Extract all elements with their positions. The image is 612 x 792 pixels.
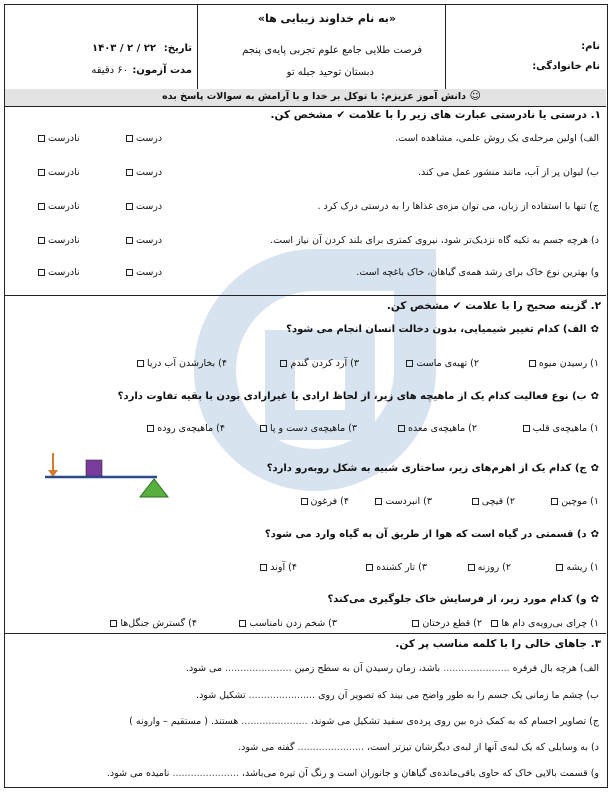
item-start: و) قسمت بالایی خاک که حاوی باقی‌مانده‌ی گیاهان و جانوران است و رنگ آن تیره می‌باشد، [241,768,599,779]
checkbox[interactable] [239,620,246,627]
answer-option[interactable] [277,358,359,370]
false-label: نادرست [48,201,80,212]
statement-text: الف) اولین مرحله‌ی یک روش علمی، مشاهده است. [395,133,599,144]
student-info-cell [445,5,606,89]
blank-line[interactable]: ...................... [440,663,513,674]
answer-option[interactable] [257,423,357,435]
flower-icon: ✿ [590,463,599,474]
option-label: ۴) بخارشدن آب دریا [147,358,227,369]
answer-option[interactable] [144,423,225,435]
question-text: الف) کدام تغییر شیمیایی، بدون دخالت انسان انجام می شود؟ [286,324,587,335]
item-middle: گفته می شود. [238,742,295,753]
checkbox[interactable] [38,237,45,244]
false-option[interactable] [35,167,80,179]
fill-blank-item [107,768,599,780]
fill-blank-item [129,716,599,728]
blank-line[interactable]: ...................... [169,768,242,779]
family-label: نام خانوادگی: [532,61,600,72]
date-cell [5,5,198,89]
exam-header [5,5,606,90]
answer-option[interactable] [469,496,515,508]
checkbox[interactable] [301,498,308,505]
option-label: ۲) روزنه [477,562,511,573]
answer-option[interactable] [107,618,197,630]
checkbox[interactable] [126,169,133,176]
answer-option[interactable] [395,423,477,435]
answer-option[interactable] [403,358,479,370]
checkbox[interactable] [523,425,530,432]
false-option[interactable] [35,201,80,213]
checkbox[interactable] [38,135,45,142]
true-label: درست [136,267,163,278]
item-end: می شود. [185,663,223,674]
checkbox[interactable] [406,360,413,367]
date-label: تاریخ: [163,43,192,54]
answer-option[interactable] [236,618,337,630]
answer-option[interactable] [298,496,349,508]
q1-title: ۱. درستی یا نادرستی عبارت های زیر را با علامت ✔ مشخص کن. [270,109,601,121]
load-square [86,460,102,476]
checkbox[interactable] [491,620,498,627]
blank-line[interactable]: ...................... [238,716,311,727]
option-label: ۳) انبردست [385,496,432,507]
false-label: نادرست [48,167,80,178]
question-line [265,529,599,541]
fill-blank-item [238,742,599,754]
item-middle: باشد، زمان رسیدن آن به سطح زمین [294,663,441,674]
checkbox[interactable] [38,203,45,210]
smiley-icon: ☺ [469,89,481,102]
true-option[interactable] [123,133,162,145]
checkbox[interactable] [260,425,267,432]
answer-option[interactable] [409,618,482,630]
checkbox[interactable] [126,237,133,244]
answer-option[interactable] [526,358,599,370]
answer-option[interactable] [548,496,599,508]
true-option[interactable] [123,267,162,279]
option-label: ۳) تار کشنده [376,562,427,573]
answer-option[interactable] [257,562,297,574]
option-label: ۲) قیچی [481,496,515,507]
checkbox[interactable] [472,498,479,505]
checkbox[interactable] [126,269,133,276]
statement-text: د) هرچه جسم به تکیه گاه نزدیک‌تر شود، نیروی کمتری برای بلند کردن آن نیاز است. [270,235,599,246]
option-label: ۴) گسترش جنگل‌ها [120,618,197,629]
item-middle: نامیده می شود. [106,768,170,779]
duration-value: ۶۰ دقیقه [91,65,128,76]
school-name: دبستان توحید جبله تو [286,67,374,78]
checkbox[interactable] [260,564,267,571]
answer-option[interactable] [553,562,599,574]
false-label: نادرست [48,235,80,246]
question-text: ب) نوع فعالیت کدام یک از ماهیچه های زیر، از لحاظ ارادی یا غیرارادی بودن با بقیه تفاوت دارد؟ [117,391,587,402]
false-option[interactable] [35,235,80,247]
question-text: د) قسمتی در گیاه است که هوا از طریق آن به گیاه وارد می شود؟ [264,529,587,540]
true-label: درست [136,201,163,212]
duration-label: مدت آزمون: [132,65,192,76]
exam-title: فرصت طلایی جامع علوم تجربی پایه‌ی پنجم [242,45,422,56]
flower-icon: ✿ [590,594,599,605]
statement-text: ب) لیوان پر از آب، مانند منشور عمل می کند. [417,167,599,178]
true-option[interactable] [123,167,162,179]
blank-line[interactable]: ...................... [245,690,319,701]
false-option[interactable] [35,267,80,279]
answer-option[interactable] [520,423,599,435]
item-start: د) به وسایلی که یک لبه‌ی آنها از لبه‌ی دیگرشان تیزتر است، [367,742,599,753]
false-label: نادرست [48,133,80,144]
question-line [327,594,599,606]
answer-option[interactable] [465,562,511,574]
item-middle: تشکیل شود. [196,690,246,701]
question-text: و) کدام مورد زیر، از فرسایش خاک جلوگیری می‌کند؟ [327,594,587,605]
answer-option[interactable] [134,358,227,370]
flower-icon: ✿ [590,391,599,402]
q3-title: ۳. جاهای خالی را با کلمه مناسب پر کن. [395,638,601,650]
checkbox[interactable] [110,620,117,627]
question-text: ج) کدام یک از اهرم‌های زیر، ساختاری شبیه به شکل روبه‌رو دارد؟ [266,463,587,474]
item-start: الف) هرچه بال فرفره [512,663,599,674]
true-option[interactable] [123,235,162,247]
fill-blank-item [186,663,599,675]
checkbox[interactable] [147,425,154,432]
statement-text: ج) تنها با استفاده از زبان، می توان مزه‌ی غذاها را به درستی درک کرد . [317,201,599,212]
answer-option[interactable] [372,496,432,508]
question-line [118,391,599,403]
blank-line[interactable]: ...................... [294,742,367,753]
option-label: ۱) ریشه [566,562,599,573]
checkbox[interactable] [137,360,144,367]
option-label: ۲) قطع درختان [422,618,482,629]
question-line [267,463,599,475]
option-label: ۲) تهیه‌ی ماست [416,358,479,369]
blank-line[interactable]: ...................... [222,663,295,674]
fill-blank-item [196,690,599,702]
bismillah: «به نام خداوند زیبایی ها» [257,12,396,25]
checkbox[interactable] [556,564,563,571]
option-label: ۳) آرد کردن گندم [290,358,359,369]
item-start: ج) تصاویر اجسام که به کمک ذره بین روی پرده‌ی سفید تشکیل می شوند، [310,716,599,727]
checkbox[interactable] [366,564,373,571]
item-start: ب) چشم ما زمانی یک جسم را به طور واضح می بیند که تصویر آن روی [318,690,599,701]
divider [5,633,606,634]
flower-icon: ✿ [590,529,599,540]
lever-figure [39,450,179,500]
false-option[interactable] [35,133,80,145]
question-line [286,324,599,336]
true-label: درست [136,167,163,178]
true-label: درست [136,133,163,144]
option-label: ۳) شخم زدن نامناسب [249,618,337,629]
exam-page [4,4,608,788]
checkbox[interactable] [412,620,419,627]
true-label: درست [136,235,163,246]
option-label: ۱) ماهیچه‌ی قلب [532,423,599,434]
q2-title: ۲. گزینه صحیح را با علامت ✔ مشخص کن. [386,300,601,312]
checkbox[interactable] [126,203,133,210]
answer-option[interactable] [363,562,427,574]
option-label: ۳) ماهیچه‌ی دست و پا [269,423,357,434]
checkbox[interactable] [551,498,558,505]
instruction-banner [5,89,606,107]
option-label: ۴) آوند [270,562,297,573]
option-label: ۴) فرغون [310,496,349,507]
fulcrum-triangle [140,479,168,497]
true-option[interactable] [123,201,162,213]
date-value: ۲۲ / ۲ / ۱۴۰۳ [92,43,156,54]
checkbox[interactable] [398,425,405,432]
answer-option[interactable] [488,618,599,630]
checkbox[interactable] [280,360,287,367]
checkbox[interactable] [126,135,133,142]
option-label: ۴) ماهیچه‌ی روده [157,423,225,434]
checkbox[interactable] [375,498,382,505]
option-label: ۱) رسیدن میوه [538,358,599,369]
option-label: ۱) چرای بی‌رویه‌ی دام ها [501,618,599,629]
item-middle: هستند. ( مستقیم – وارونه ) [129,716,239,727]
option-label: ۲) ماهیچه‌ی معده [407,423,477,434]
option-label: ۱) موچین [561,496,599,507]
statement-text: و) بهترین نوع خاک برای رشد همه‌ی گیاهان، خاک باغچه است. [356,267,599,278]
false-label: نادرست [48,267,80,278]
divider [5,295,606,296]
name-label: نام: [581,41,600,52]
checkbox[interactable] [468,564,475,571]
banner-text: دانش آموز عزیزم: با توکل بر خدا و با آرامش به سوالات پاسخ بده [162,91,466,102]
checkbox[interactable] [529,360,536,367]
checkbox[interactable] [38,169,45,176]
checkbox[interactable] [38,269,45,276]
title-cell [197,5,446,89]
flower-icon: ✿ [590,324,599,335]
